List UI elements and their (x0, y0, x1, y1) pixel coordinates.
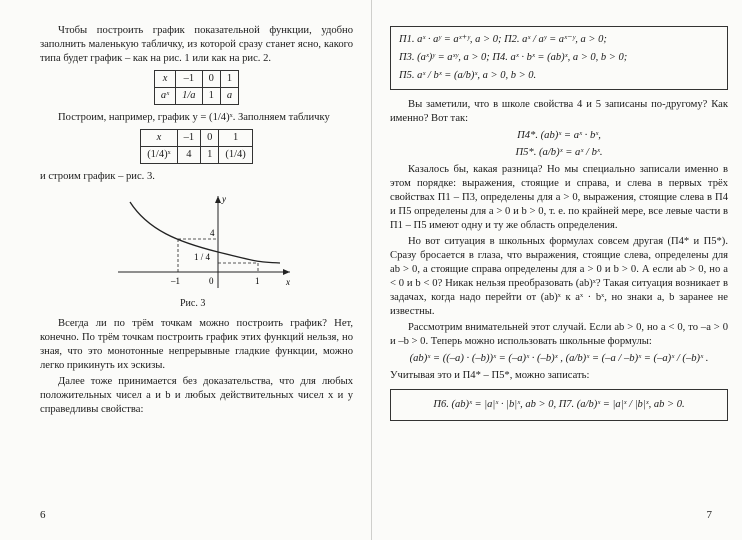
right-para-5: Учитывая это и П4* – П5*, можно записать: (390, 370, 590, 381)
t2-cell: –1 (177, 130, 201, 147)
function-graph (108, 192, 298, 292)
t2-cell: (1/4) (219, 147, 252, 164)
property-line-2: П3. (aˣ)ʸ = aˣʸ, a > 0; П4. aˣ · bˣ = (ab)ˣ, a > 0, b > 0; (399, 52, 628, 63)
left-para-3: и строим график – рис. 3. (40, 171, 155, 182)
y-label: y (222, 194, 226, 204)
y-axis-arrow (215, 196, 221, 203)
property-line-3: П5. aˣ / bˣ = (a/b)ˣ, a > 0, b > 0. (399, 70, 537, 81)
values-table-2 (140, 129, 253, 164)
left-para-1: Чтобы построить график показательной функции, удобно заполнить маленькую табличку, из которой сразу станет ясно, какого типа будет график – как на рис. 1 или как на рис. 2. (40, 25, 353, 64)
t1-cell: 1/a (176, 88, 202, 105)
figure-caption: Рис. 3 (180, 298, 206, 309)
page-number-left: 6 (40, 509, 46, 521)
t2-cell: x (141, 130, 177, 147)
left-para-2: Построим, например, график y = (1/4)ˣ. Заполняем табличку (58, 112, 330, 123)
left-para-5: Далее тоже принимается без доказательства, что для любых положительных чисел a и b и любых действительных чисел x и y справедливы свойства: (40, 376, 353, 415)
right-para-2: Казалось бы, какая разница? Но мы специально записали именно в этом порядке: выражения, стоящие и справа, и слева в первых трёх свойствах П1 – П3, определены для a > 0, выражения, стоящие слева в П4 и П5 определены для a > 0 и b > 0, т. е. по крайней мере, все левые части в П1 – П5 имеют одну и ту же область определения. (390, 164, 728, 231)
label-quarter: 1 / 4 (194, 252, 211, 262)
x-label: x (286, 277, 290, 287)
right-para-1: Вы заметили, что в школе свойства 4 и 5 записаны по-другому? Как именно? Вот так: (390, 99, 728, 124)
page-number-right: 7 (706, 509, 712, 521)
t2-cell: 1 (201, 147, 219, 164)
properties-box-2: П6. (ab)ˣ = |a|ˣ · |b|ˣ, ab > 0, П7. (a/b)ˣ = |a|ˣ / |b|ˣ, ab > 0. (390, 389, 728, 421)
t1-cell: 1 (202, 88, 220, 105)
formula-p4-star: П4*. (ab)ˣ = aˣ · bˣ, (517, 130, 601, 141)
properties-box (390, 26, 728, 90)
t1-cell: 1 (220, 71, 238, 88)
right-para-3: Но вот ситуация в школьных формулах совсем другая (П4* и П5*). Сразу бросается в глаза, что выражения, стоящие слева, определены для ab > 0, а стоящие справа определены для a > 0 и b > 0. А если ab > 0, но a < 0 и b < 0? Никак нельзя преобразовать (ab)ˣ? Такая ситуация возникает в задачах, когда надо перейти от (ab)ˣ к aˣ · bˣ, но знаки a, b заранее не известны. (390, 236, 728, 317)
formula-p5-star: П5*. (a/b)ˣ = aˣ / bˣ. (515, 147, 603, 158)
t1-cell: a (220, 88, 238, 105)
right-page (371, 0, 742, 540)
t1-cell: 0 (202, 71, 220, 88)
t1-cell: –1 (176, 71, 202, 88)
x-axis-arrow (283, 269, 290, 275)
property-line-1: П1. aˣ · aʸ = aˣ⁺ʸ, a > 0; П2. aˣ / aʸ = aˣ⁻ʸ, a > 0; (399, 34, 607, 45)
label-one: 1 (255, 276, 260, 286)
label-minus-one: –1 (171, 276, 180, 286)
t2-cell: 1 (219, 130, 252, 147)
right-para-4: Рассмотрим внимательней этот случай. Если ab > 0, но a < 0, то –a > 0 и –b > 0. Теперь можно использовать школьные формулы: (390, 322, 728, 347)
t2-cell: (1/4)ˣ (141, 147, 177, 164)
left-para-4: Всегда ли по трём точкам можно построить график? Нет, конечно. По трём точкам построить график этих функций нельзя, но зная, что это монотонные непрерывные гладкие функции, можно легко прикинуть их эскизы. (40, 318, 353, 371)
formula-transform: (ab)ˣ = ((–a) · (–b))ˣ = (–a)ˣ · (–b)ˣ , (a/b)ˣ = (–a / –b)ˣ = (–a)ˣ / (–b)ˣ . (409, 353, 709, 364)
t2-cell: 0 (201, 130, 219, 147)
label-four: 4 (210, 228, 215, 238)
label-zero: 0 (209, 276, 214, 286)
values-table-1 (154, 70, 239, 105)
t1-cell: x (154, 71, 175, 88)
t1-cell: aˣ (154, 88, 175, 105)
t2-cell: 4 (177, 147, 201, 164)
